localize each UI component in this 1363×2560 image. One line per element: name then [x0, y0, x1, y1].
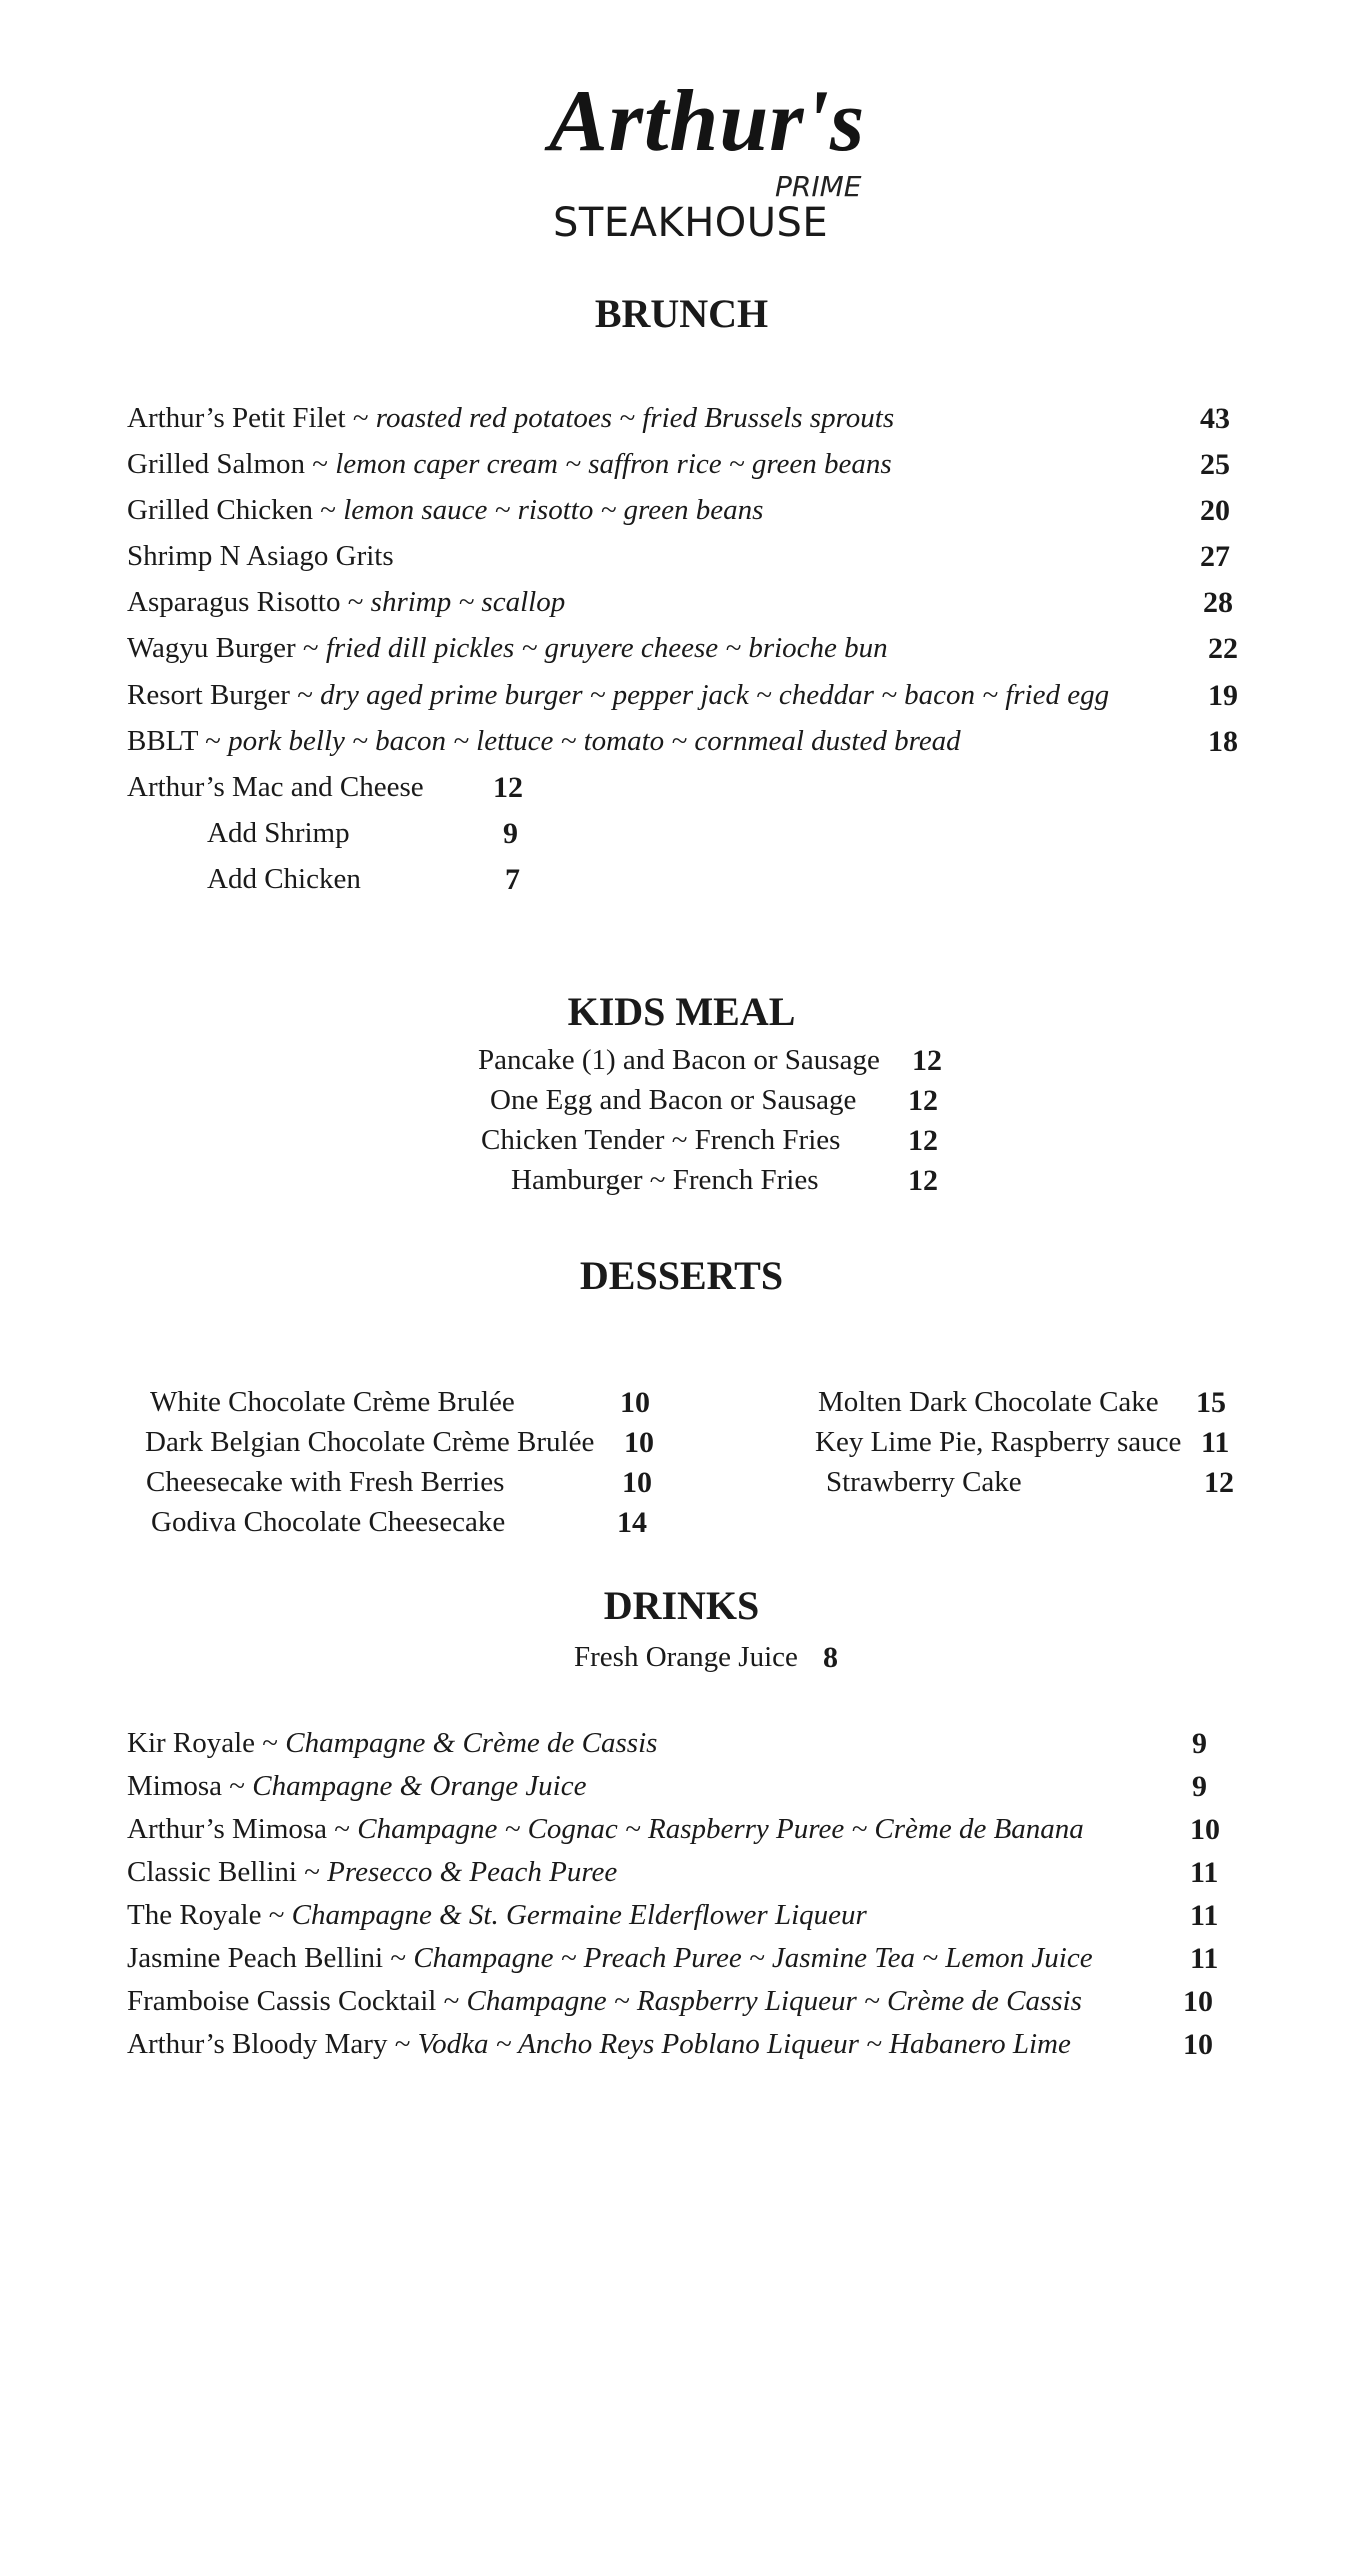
- dessert-price: 10: [624, 1426, 654, 1459]
- drink-price: 9: [1192, 1770, 1207, 1803]
- drink-item: Mimosa ~ Champagne & Orange Juice: [127, 1770, 587, 1802]
- menu-item-price: 19: [1208, 679, 1238, 712]
- logo-script-name: Arthur's: [549, 73, 866, 170]
- drink-item: Framboise Cassis Cocktail ~ Champagne ~ Raspberry Liqueur ~ Crème de Cassis: [127, 1985, 1082, 2017]
- menu-item: Shrimp N Asiago Grits: [127, 540, 394, 572]
- menu-item: BBLT ~ pork belly ~ bacon ~ lettuce ~ tomato ~ cornmeal dusted bread: [127, 725, 961, 757]
- drink-item: Arthur’s Mimosa ~ Champagne ~ Cognac ~ Raspberry Puree ~ Crème de Banana: [127, 1813, 1084, 1845]
- desserts-heading: DESSERTS: [579, 1253, 784, 1298]
- logo-prime: PRIME: [775, 170, 862, 203]
- drink-price: 10: [1183, 1985, 1213, 2018]
- kids-item-price: 12: [908, 1164, 938, 1197]
- dessert-price: 15: [1196, 1386, 1226, 1419]
- kids-item-price: 12: [908, 1084, 938, 1117]
- drink-item: Arthur’s Bloody Mary ~ Vodka ~ Ancho Reys Poblano Liqueur ~ Habanero Lime: [127, 2028, 1071, 2060]
- orange-juice: Fresh Orange Juice: [574, 1641, 798, 1673]
- menu-item: Arthur’s Petit Filet ~ roasted red potatoes ~ fried Brussels sprouts: [127, 402, 895, 434]
- kids-heading: KIDS MEAL: [567, 989, 796, 1034]
- mac-and-cheese-price: 12: [493, 771, 523, 804]
- dessert-item: Molten Dark Chocolate Cake: [818, 1386, 1159, 1418]
- dessert-item: White Chocolate Crème Brulée: [150, 1386, 515, 1418]
- drink-price: 11: [1190, 1942, 1219, 1975]
- menu-item-price: 20: [1200, 494, 1230, 527]
- kids-item: Pancake (1) and Bacon or Sausage: [478, 1044, 880, 1076]
- drink-item: Classic Bellini ~ Presecco & Peach Puree: [127, 1856, 618, 1888]
- dessert-item: Strawberry Cake: [826, 1466, 1022, 1498]
- kids-item-price: 12: [912, 1044, 942, 1077]
- menu-item-price: 22: [1208, 632, 1238, 665]
- menu-item: Grilled Chicken ~ lemon sauce ~ risotto ~ green beans: [127, 494, 764, 526]
- addon-chicken: Add Chicken: [207, 863, 361, 895]
- dessert-item: Godiva Chocolate Cheesecake: [151, 1506, 506, 1538]
- drink-price: 10: [1183, 2028, 1213, 2061]
- drink-item: The Royale ~ Champagne & St. Germaine Elderflower Liqueur: [127, 1899, 867, 1931]
- kids-item: Hamburger ~ French Fries: [511, 1164, 819, 1196]
- addon-shrimp-price: 9: [503, 817, 518, 850]
- drink-item: Jasmine Peach Bellini ~ Champagne ~ Preach Puree ~ Jasmine Tea ~ Lemon Juice: [127, 1942, 1093, 1974]
- drink-price: 10: [1190, 1813, 1220, 1846]
- menu-item-price: 18: [1208, 725, 1238, 758]
- menu-item-price: 43: [1200, 402, 1230, 435]
- kids-item: Chicken Tender ~ French Fries: [481, 1124, 841, 1156]
- drink-item: Kir Royale ~ Champagne & Crème de Cassis: [127, 1727, 658, 1759]
- dessert-item: Cheesecake with Fresh Berries: [146, 1466, 505, 1498]
- mac-and-cheese: Arthur’s Mac and Cheese: [127, 771, 424, 803]
- dessert-price: 14: [617, 1506, 647, 1539]
- kids-item: One Egg and Bacon or Sausage: [490, 1084, 857, 1116]
- kids-item-price: 12: [908, 1124, 938, 1157]
- menu-item: Asparagus Risotto ~ shrimp ~ scallop: [127, 586, 566, 618]
- menu-item-price: 25: [1200, 448, 1230, 481]
- orange-juice-price: 8: [823, 1641, 838, 1674]
- dessert-price: 11: [1201, 1426, 1230, 1459]
- dessert-price: 10: [622, 1466, 652, 1499]
- dessert-price: 10: [620, 1386, 650, 1419]
- menu-item: Resort Burger ~ dry aged prime burger ~ pepper jack ~ cheddar ~ bacon ~ fried egg: [127, 679, 1110, 711]
- menu-item: Wagyu Burger ~ fried dill pickles ~ gruyere cheese ~ brioche bun: [127, 632, 888, 664]
- drink-price: 11: [1190, 1856, 1219, 1889]
- dessert-price: 12: [1204, 1466, 1234, 1499]
- drink-price: 9: [1192, 1727, 1207, 1760]
- drinks-heading: DRINKS: [603, 1583, 760, 1628]
- dessert-item: Key Lime Pie, Raspberry sauce: [815, 1426, 1182, 1458]
- menu-item: Grilled Salmon ~ lemon caper cream ~ saffron rice ~ green beans: [127, 448, 892, 480]
- logo-steakhouse: STEAKHOUSE: [553, 200, 829, 246]
- menu-item-price: 27: [1200, 540, 1230, 573]
- drink-price: 11: [1190, 1899, 1219, 1932]
- dessert-item: Dark Belgian Chocolate Crème Brulée: [145, 1426, 595, 1458]
- addon-shrimp: Add Shrimp: [207, 817, 350, 849]
- menu-item-price: 28: [1203, 586, 1233, 619]
- brunch-heading: BRUNCH: [594, 291, 769, 336]
- addon-chicken-price: 7: [505, 863, 520, 896]
